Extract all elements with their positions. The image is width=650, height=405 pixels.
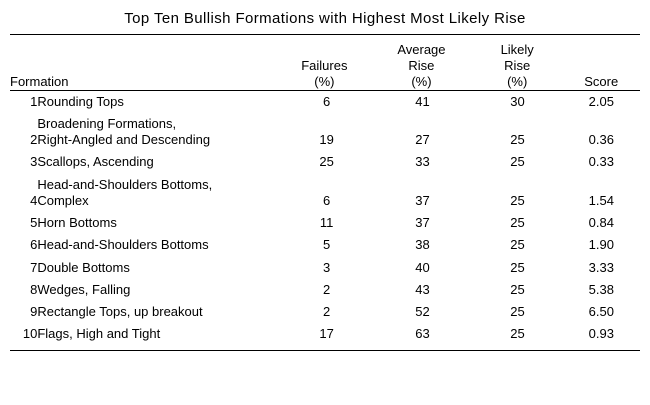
row-average-rise: 33 [415, 154, 430, 170]
table-title: Top Ten Bullish Formations with Highest Most Likely Rise [124, 10, 526, 27]
spacer-cell [10, 35, 37, 42]
spacer-cell [371, 35, 472, 42]
column-header-formation [10, 42, 278, 90]
row-rank: 8 [30, 281, 38, 297]
row-likely-rise: 25 [510, 132, 525, 148]
row-score: 3.33 [588, 259, 614, 275]
row-likely-rise: 25 [510, 304, 525, 320]
row-rank: 6 [30, 237, 38, 253]
row-likely-rise: 25 [510, 326, 525, 342]
column-header-score [563, 42, 641, 90]
column-header-average-rise-line2: Rise [408, 57, 435, 73]
header-row [10, 42, 640, 90]
row-formation-name [37, 151, 280, 173]
row-average-rise: 41 [415, 93, 430, 109]
row-average-rise: 37 [415, 192, 430, 208]
row-score: 0.36 [588, 132, 614, 148]
row-score: 6.50 [588, 304, 614, 320]
row-average-rise: 37 [415, 215, 430, 231]
table-body [10, 91, 640, 346]
bullish-formations-table [10, 35, 640, 90]
row-failures: 6 [323, 192, 331, 208]
row-formation-line2: Complex [37, 192, 89, 208]
column-header-likely-rise-line2: Rise [504, 57, 531, 73]
column-header-average-rise-line1: Average [397, 42, 446, 57]
row-formation-line1: Flags, High and Tight [37, 326, 161, 342]
row-average-rise: 38 [415, 237, 430, 253]
table-row [10, 257, 640, 279]
row-likely-rise: 25 [510, 237, 525, 253]
row-formation-name [37, 257, 280, 279]
row-rank: 7 [30, 259, 38, 275]
row-formation-line1: Rectangle Tops, up breakout [37, 304, 203, 320]
spacer-cell [563, 35, 641, 42]
row-formation-line2: Right-Angled and Descending [37, 132, 211, 148]
row-failures: 3 [323, 259, 331, 275]
table-row [10, 234, 640, 256]
column-header-failures [278, 42, 371, 90]
row-failures: 19 [319, 132, 334, 148]
table-row [10, 113, 640, 152]
row-formation-line1: Rounding Tops [37, 93, 124, 109]
row-failures: 11 [319, 215, 334, 231]
row-score: 2.05 [588, 93, 614, 109]
row-average-rise: 52 [415, 304, 430, 320]
table-row [10, 279, 640, 301]
column-header-failures-line2: (%) [314, 73, 335, 89]
row-formation-name [37, 212, 280, 234]
row-rank: 4 [30, 192, 38, 208]
row-likely-rise: 25 [510, 259, 525, 275]
row-likely-rise: 25 [510, 215, 525, 231]
row-score: 5.38 [588, 281, 614, 297]
header-spacer-row [10, 35, 640, 42]
row-formation-name [37, 323, 280, 345]
row-failures: 5 [323, 237, 331, 253]
row-score: 1.54 [588, 192, 614, 208]
row-formation-name [37, 279, 280, 301]
row-formation-name [37, 113, 280, 152]
bullish-formations-body [10, 91, 640, 346]
row-failures: 17 [319, 326, 334, 342]
spacer-cell [37, 35, 278, 42]
column-header-average-rise-line3: (%) [411, 73, 432, 89]
column-header-likely-rise [472, 42, 563, 90]
row-formation-line1: Wedges, Falling [37, 281, 131, 297]
row-average-rise: 40 [415, 259, 430, 275]
row-score: 1.90 [588, 237, 614, 253]
row-score: 0.84 [588, 215, 614, 231]
table-header [10, 35, 640, 90]
spacer-cell [472, 35, 563, 42]
row-formation-line1: Horn Bottoms [37, 215, 117, 231]
row-rank: 3 [30, 154, 38, 170]
table-row [10, 151, 640, 173]
column-header-formation-label: Formation [10, 73, 69, 89]
row-score: 0.93 [588, 326, 614, 342]
table-row [10, 91, 640, 113]
row-formation-name [37, 174, 280, 213]
row-rank: 5 [30, 215, 38, 231]
row-formation-line1: Head-and-Shoulders Bottoms, [37, 176, 213, 192]
row-likely-rise: 25 [510, 192, 525, 208]
table-row [10, 301, 640, 323]
row-failures: 2 [323, 304, 331, 320]
table-row [10, 212, 640, 234]
row-formation-line1: Broadening Formations, [37, 115, 177, 131]
row-likely-rise: 25 [510, 154, 525, 170]
row-failures: 25 [319, 154, 334, 170]
row-likely-rise: 30 [510, 93, 525, 109]
row-formation-line1: Head-and-Shoulders Bottoms [37, 237, 209, 253]
row-average-rise: 43 [415, 281, 430, 297]
row-likely-rise: 25 [510, 281, 525, 297]
table-bottom-rule [10, 350, 640, 351]
row-failures: 6 [323, 93, 331, 109]
row-rank: 1 [30, 93, 38, 109]
column-header-average-rise [371, 42, 472, 90]
row-formation-line1: Scallops, Ascending [37, 154, 154, 170]
row-rank: 2 [30, 132, 38, 148]
row-formation-name [37, 91, 280, 113]
row-failures: 2 [323, 281, 331, 297]
table-row [10, 174, 640, 213]
column-header-likely-rise-line1: Likely [500, 42, 534, 57]
column-header-score-label: Score [584, 73, 619, 89]
column-header-likely-rise-line3: (%) [507, 73, 528, 89]
row-formation-name [37, 234, 280, 256]
row-formation-line1: Double Bottoms [37, 259, 130, 275]
column-header-failures-line1: Failures [301, 57, 348, 73]
row-rank: 9 [30, 304, 38, 320]
row-score: 0.33 [588, 154, 614, 170]
row-formation-name [37, 301, 280, 323]
row-average-rise: 27 [415, 132, 430, 148]
row-rank: 10 [22, 326, 38, 342]
table-row [10, 323, 640, 345]
row-average-rise: 63 [415, 326, 430, 342]
spacer-cell [278, 35, 371, 42]
